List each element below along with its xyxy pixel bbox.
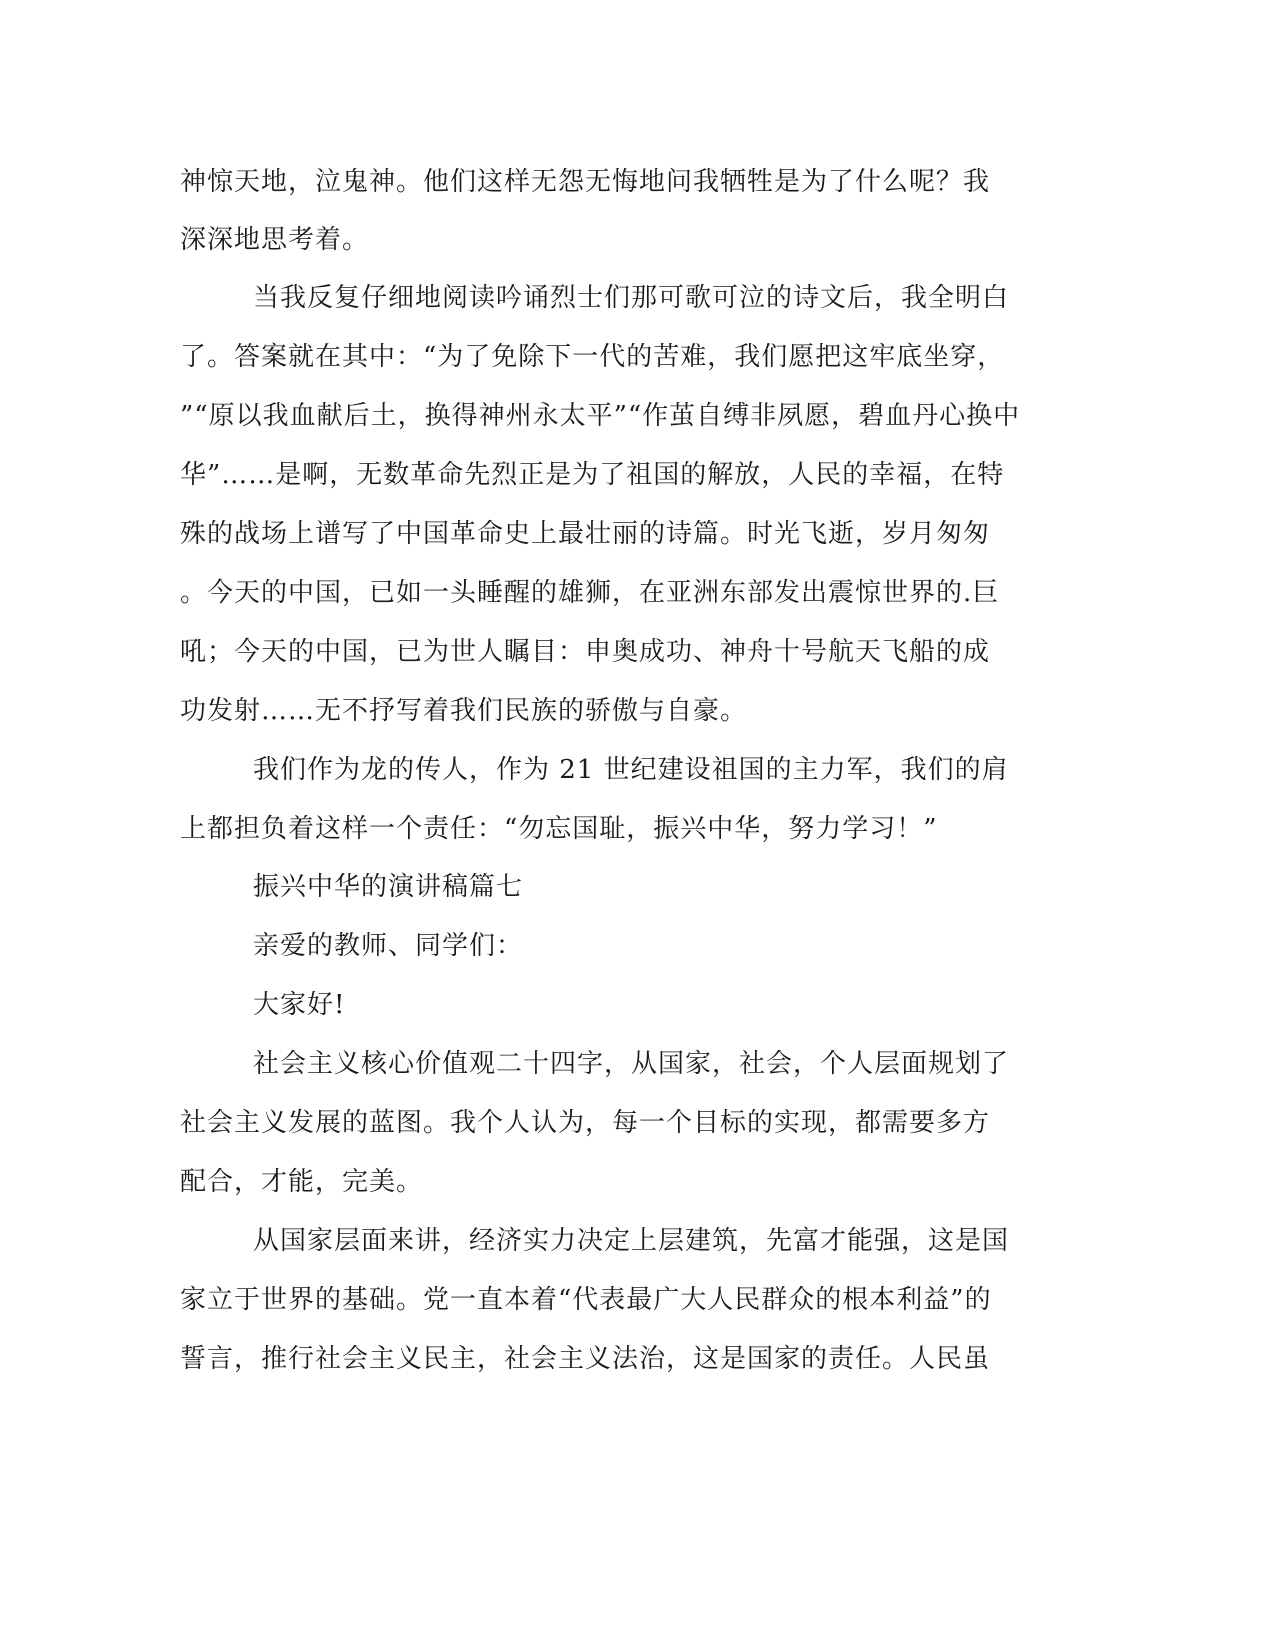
text-line: ”“原以我血献后土，换得神州永太平”“作茧自缚非夙愿，碧血丹心换中 — [180, 401, 1021, 431]
text-line: 誓言，推行社会主义民主，社会主义法治，这是国家的责任。人民虽 — [180, 1344, 991, 1374]
text-line: 殊的战场上谱写了中国革命史上最壮丽的诗篇。时光飞逝，岁月匆匆 — [180, 519, 991, 549]
salutation: 亲爱的教师、同学们： — [253, 931, 524, 961]
text-line: 我们作为龙的传人，作为 21 世纪建设祖国的主力军，我们的肩 — [253, 755, 1009, 785]
text-line: 吼；今天的中国，已为世人瞩目：申奥成功、神舟十号航天飞船的成 — [180, 637, 991, 667]
text-line: 了。答案就在其中：“为了免除下一代的苦难，我们愿把这牢底坐穿， — [180, 342, 1005, 372]
text-line: 上都担负着这样一个责任：“勿忘国耻，振兴中华，努力学习！” — [180, 814, 938, 844]
text-line: 。今天的中国，已如一头睡醒的雄狮，在亚洲东部发出震惊世界的.巨 — [180, 578, 1000, 608]
text-line: 神惊天地，泣鬼神。他们这样无怨无悔地问我牺牲是为了什么呢？我 — [180, 167, 991, 197]
text-line: 配合，才能，完美。 — [180, 1167, 424, 1197]
text-line: 华”……是啊，无数革命先烈正是为了祖国的解放，人民的幸福，在特 — [180, 460, 1005, 490]
text-line: 从国家层面来讲，经济实力决定上层建筑，先富才能强，这是国 — [253, 1226, 1010, 1256]
text-line: 功发射……无不抒写着我们民族的骄傲与自豪。 — [180, 696, 748, 726]
section-heading: 振兴中华的演讲稿篇七 — [253, 872, 524, 902]
text-line: 家立于世界的基础。党一直本着“代表最广大人民群众的根本利益”的 — [180, 1285, 992, 1315]
text-line: 深深地思考着。 — [180, 225, 370, 255]
text-line: 当我反复仔细地阅读吟诵烈士们那可歌可泣的诗文后，我全明白 — [253, 283, 1010, 313]
text-line: 社会主义核心价值观二十四字，从国家，社会，个人层面规划了 — [253, 1049, 1010, 1079]
greeting: 大家好! — [253, 990, 346, 1020]
text-line: 社会主义发展的蓝图。我个人认为，每一个目标的实现，都需要多方 — [180, 1108, 991, 1138]
